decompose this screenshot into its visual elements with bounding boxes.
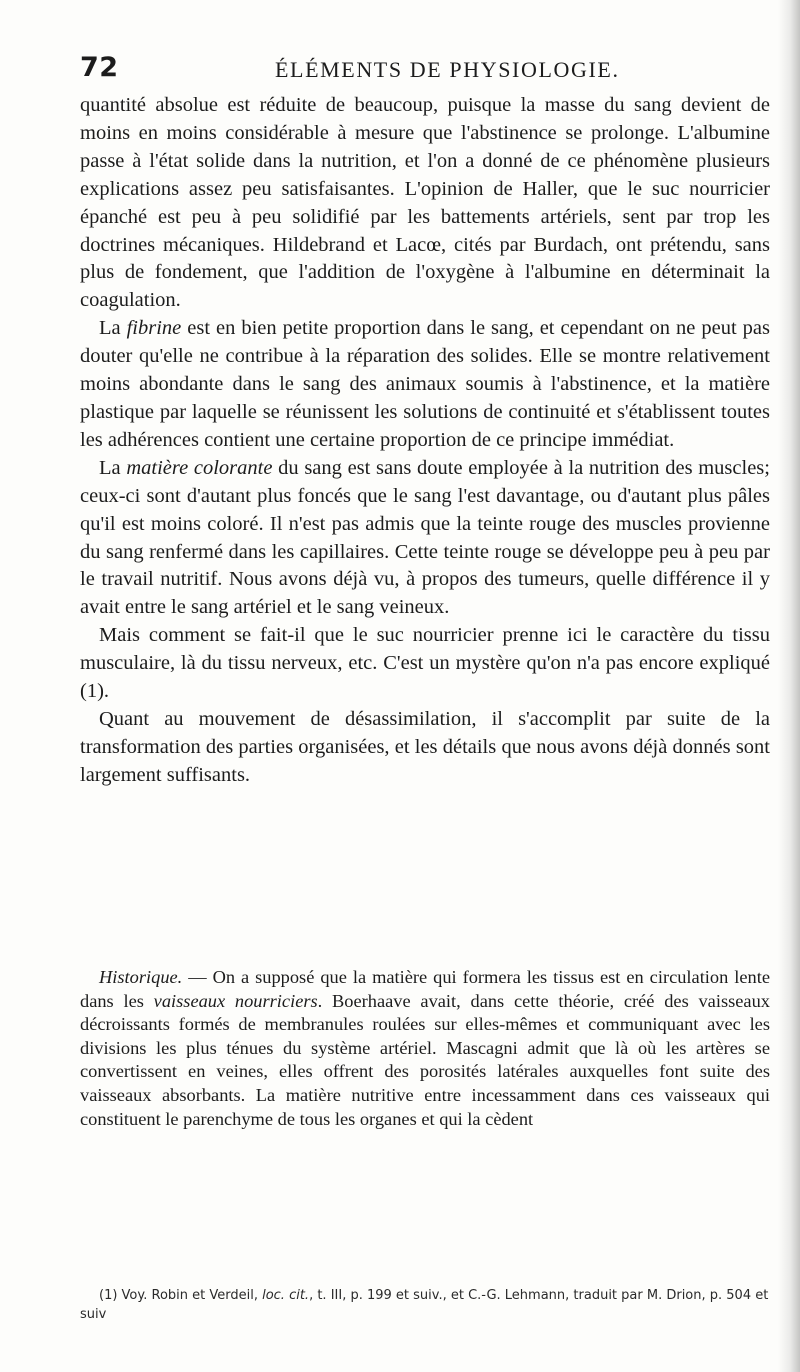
footnote-text <box>80 1286 770 1324</box>
paragraph-albumine <box>80 92 770 315</box>
page-edge-shadow <box>778 0 800 1372</box>
text-run: du sang est sans doute employée à la nutrition des muscles; ceux-ci sont d'autant plus foncés que le sang l'est davantage, ou d'autant plus pâles qu'il est moins coloré. Il n'est pas admis que la teinte rouge des muscles provienne du sang renfermé dans les capillaires. Cette teinte rouge se développe peu à peu par le travail nutritif. Nous avons déjà vu, à propos des tumeurs, quelle différence il y avait entre le sang artériel et le sang veineux. <box>80 456 770 619</box>
paragraph-desassimilation <box>80 706 770 790</box>
footnote <box>80 1286 770 1324</box>
italic-term: vaisseaux nourriciers <box>153 990 318 1011</box>
italic-term: loc. cit. <box>262 1288 310 1303</box>
historique-section <box>80 966 770 1131</box>
text-run: Mais comment se fait-il que le suc nourricier prenne ici le caractère du tissu musculaire, là du tissu nerveux, etc. C'est un mystère qu'on n'a pas encore expliqué (1). <box>80 624 770 703</box>
main-text <box>80 92 770 790</box>
paragraph-mystere <box>80 622 770 706</box>
text-run: La <box>99 317 127 340</box>
text-run: — On a supposé que la matière qui formera les tissus est en circulation lente dans les <box>80 967 770 1011</box>
text-run: , t. III, p. 199 et suiv., et C.-G. Lehmann, traduit par M. Drion, p. 504 et suiv <box>80 1288 769 1322</box>
running-title: ÉLÉMENTS DE PHYSIOLOGIE. <box>275 57 620 82</box>
text-run: est en bien petite proportion dans le sang, et cependant on ne peut pas douter qu'elle ne contribue à la réparation des solides. Elle se montre relativement moins abondante dans le sang des animaux soumis à l'abstinence, et la matière plastique par laquelle se réunissent les solutions de continuité et s'établissent toutes les adhérences contient une certaine proportion de ce principe immédiat. <box>80 317 770 451</box>
section-heading: Historique. <box>99 967 183 987</box>
paragraph-fibrine <box>80 315 770 455</box>
text-run: (1) Voy. Robin et Verdeil, <box>99 1288 263 1303</box>
text-run: La <box>99 456 127 479</box>
text-run: . Boerhaave avait, dans cette théorie, créé des vaisseaux décroissants formés de membranules roulées sur elles-mêmes et communiquant avec les divisions les plus ténues du système artériel. Mascagni admit que là où les artères se convertissent en veines, elles offrent des porosités latérales auxquelles font suite des vaisseaux absorbants. La matière nutritive entre incessamment dans ces vaisseaux qui constituent le parenchyme de tous les organes et qui la cèdent <box>80 990 770 1129</box>
page-header <box>80 52 760 88</box>
paragraph-matiere-colorante <box>80 455 770 622</box>
paragraph-historique <box>80 966 770 1131</box>
italic-term: matière colorante <box>126 456 273 479</box>
text-run: Quant au mouvement de désassimilation, il s'accomplit par suite de la transformation des parties organisées, et les détails que nous avons déjà donnés sont largement suffisants. <box>80 707 770 786</box>
page-number: 72 <box>80 52 119 83</box>
italic-term: fibrine <box>126 317 182 340</box>
text-run: quantité absolue est réduite de beaucoup, puisque la masse du sang devient de moins en moins considérable à mesure que l'abstinence se prolonge. L'albumine passe à l'état solide dans la nutrition, et l'on a donné de ce phénomène plusieurs explications assez peu satisfaisantes. L'opinion de Haller, que le suc nourricier épanché est peu à peu solidifié par les battements artériels, sent par trop les doctrines mécaniques. Hildebrand et Lacœ, cités par Burdach, ont prétendu, sans plus de fondement, que l'addition de l'oxygène à l'albumine en déterminait la coagulation. <box>80 94 770 312</box>
